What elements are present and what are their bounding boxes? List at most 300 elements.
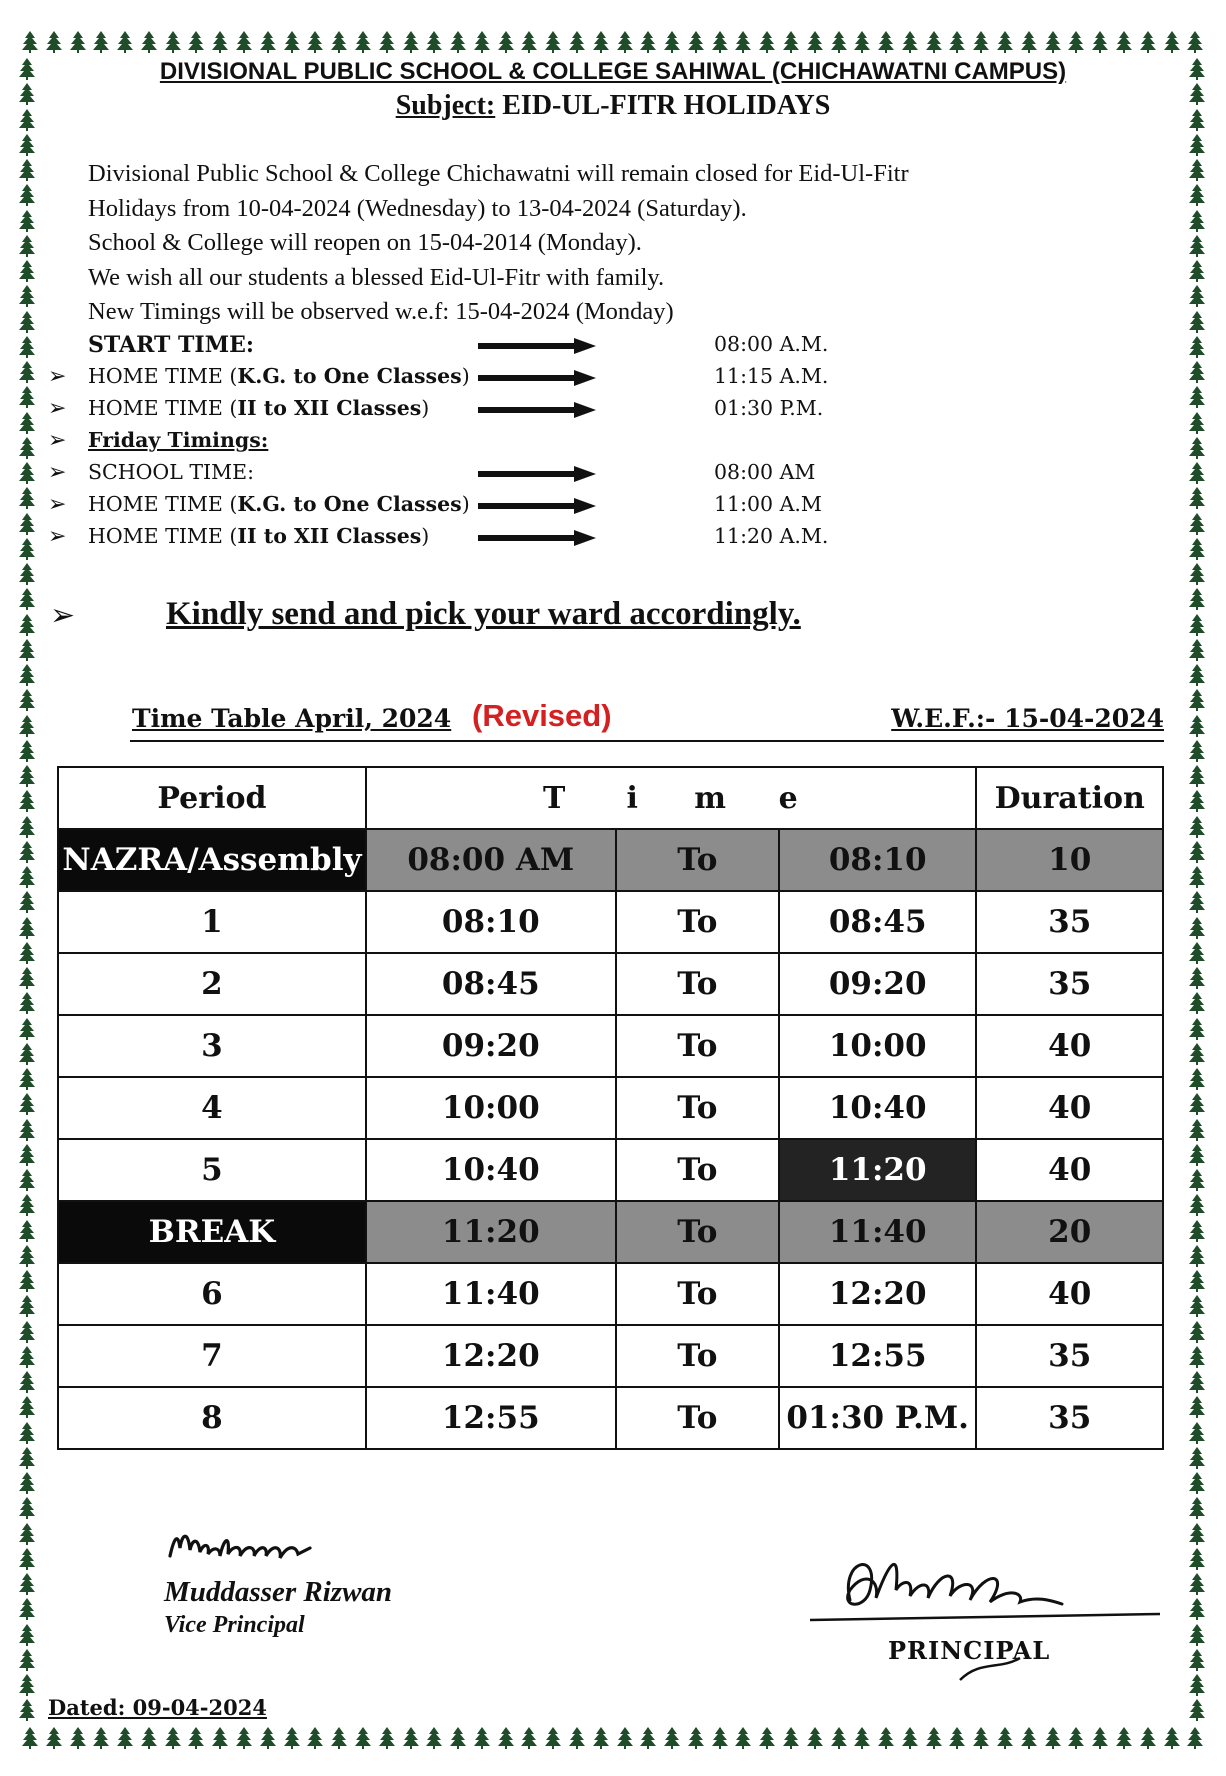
bullet-arrow-icon: ➢ — [48, 524, 67, 549]
tree-icon — [1068, 31, 1084, 53]
tree-icon — [759, 31, 775, 53]
cell-duration: 40 — [976, 1139, 1163, 1201]
tree-icon — [498, 1727, 514, 1749]
tree-icon — [593, 1727, 609, 1749]
cell-end: 09:20 — [779, 953, 977, 1015]
tree-icon — [19, 1194, 35, 1216]
cell-to: To — [616, 1077, 779, 1139]
tree-icon — [1189, 311, 1205, 333]
bullet-arrow-icon: ➢ — [48, 428, 67, 453]
tree-icon — [19, 1144, 35, 1166]
principal-label: PRINCIPAL — [888, 1636, 1051, 1665]
tree-icon — [1164, 1727, 1180, 1749]
tree-icon — [1189, 639, 1205, 661]
timetable-title: Time Table April, 2024 — [132, 704, 452, 733]
cell-start: 08:00 AM — [366, 829, 616, 891]
header-time-letter: i — [626, 780, 638, 816]
table-row — [58, 1015, 1163, 1077]
tree-icon — [1189, 1497, 1205, 1519]
tree-icon — [307, 1727, 323, 1749]
notice-line: School & College will reopen on 15-04-2014 (Monday). — [88, 229, 642, 256]
tree-icon — [19, 1043, 35, 1065]
tree-icon — [1189, 1068, 1205, 1090]
tree-icon — [1189, 1220, 1205, 1242]
arrow-right-icon — [478, 498, 596, 514]
tree-icon — [19, 740, 35, 762]
tree-icon — [1045, 1727, 1061, 1749]
header-time-letter: T — [543, 780, 566, 816]
tree-icon — [1189, 942, 1205, 964]
tree-icon — [1189, 1472, 1205, 1494]
cell-to: To — [616, 1263, 779, 1325]
tree-icon — [19, 1371, 35, 1393]
revised-label: (Revised) — [472, 698, 612, 733]
tree-icon — [19, 1321, 35, 1343]
kindly-note — [0, 596, 1226, 640]
cell-start: 08:10 — [366, 891, 616, 953]
tree-icon — [165, 31, 181, 53]
tree-icon — [19, 715, 35, 737]
tree-icon — [70, 1727, 86, 1749]
cell-period: 4 — [58, 1077, 366, 1139]
tree-icon — [19, 1119, 35, 1141]
tree-border-left — [14, 58, 40, 1722]
tree-border-top — [22, 28, 1204, 56]
timing-value: 11:00 A.M — [714, 492, 822, 516]
tree-icon — [19, 563, 35, 585]
tree-icon — [19, 790, 35, 812]
tree-icon — [1189, 1674, 1205, 1696]
tree-icon — [19, 1093, 35, 1115]
tree-icon — [1140, 1727, 1156, 1749]
tree-border-right — [1184, 58, 1210, 1722]
notice-line: New Timings will be observed w.e.f: 15-04-2024 (Monday) — [88, 298, 674, 325]
tree-icon — [688, 1727, 704, 1749]
tree-icon — [617, 1727, 633, 1749]
tree-icon — [735, 31, 751, 53]
timing-value: 08:00 AM — [714, 460, 816, 484]
tree-icon — [1189, 715, 1205, 737]
tree-icon — [1189, 1119, 1205, 1141]
cell-duration: 40 — [976, 1015, 1163, 1077]
tree-icon — [19, 1245, 35, 1267]
timing-label: SCHOOL TIME: — [88, 460, 254, 484]
tree-icon — [1116, 31, 1132, 53]
tree-icon — [1189, 917, 1205, 939]
cell-end: 10:00 — [779, 1015, 977, 1077]
tree-icon — [807, 31, 823, 53]
cell-period: 2 — [58, 953, 366, 1015]
timing-value: 11:15 A.M. — [714, 364, 829, 388]
friday-heading — [0, 428, 1226, 458]
tree-icon — [19, 1649, 35, 1671]
tree-icon — [19, 664, 35, 686]
tree-icon — [1116, 1727, 1132, 1749]
notice-line: We wish all our students a blessed Eid-Ul-Fitr with family. — [88, 263, 665, 291]
tree-icon — [735, 1727, 751, 1749]
tree-icon — [1189, 1649, 1205, 1671]
tree-icon — [19, 1472, 35, 1494]
tree-icon — [1189, 1699, 1205, 1721]
tree-icon — [19, 765, 35, 787]
subject-text: EID-UL-FITR HOLIDAYS — [495, 90, 831, 121]
cell-start: 11:20 — [366, 1201, 616, 1263]
tree-icon — [426, 1727, 442, 1749]
tree-icon — [854, 31, 870, 53]
tree-icon — [1189, 1624, 1205, 1646]
tree-icon — [19, 841, 35, 863]
tree-icon — [188, 1727, 204, 1749]
tree-icon — [1189, 1093, 1205, 1115]
tree-icon — [712, 1727, 728, 1749]
cell-to: To — [616, 953, 779, 1015]
tree-icon — [19, 210, 35, 232]
tree-icon — [949, 31, 965, 53]
arrow-right-icon — [478, 338, 596, 354]
tree-icon — [1189, 1245, 1205, 1267]
tree-icon — [521, 1727, 537, 1749]
arrow-right-icon — [478, 370, 596, 386]
cell-start: 08:45 — [366, 953, 616, 1015]
tree-icon — [1092, 1727, 1108, 1749]
tree-icon — [19, 184, 35, 206]
bullet-arrow-icon: ➢ — [48, 492, 67, 517]
tree-icon — [1189, 967, 1205, 989]
cell-duration: 20 — [976, 1201, 1163, 1263]
cell-end: 11:40 — [779, 1201, 977, 1263]
cell-end: 12:20 — [779, 1263, 977, 1325]
tree-icon — [1189, 134, 1205, 156]
tree-icon — [593, 31, 609, 53]
header-time-letter: m — [694, 780, 727, 816]
vice-principal-name: Muddasser Rizwan — [164, 1576, 393, 1608]
tree-icon — [640, 1727, 656, 1749]
tree-icon — [1189, 1270, 1205, 1292]
table-row — [58, 1263, 1163, 1325]
timing-label: HOME TIME (K.G. to One Classes) — [88, 364, 470, 388]
cell-period: 1 — [58, 891, 366, 953]
tree-icon — [117, 31, 133, 53]
timetable — [57, 766, 1164, 1450]
tree-icon — [688, 31, 704, 53]
subject-line — [0, 90, 1226, 122]
tree-border-bottom — [22, 1724, 1204, 1752]
bullet-arrow-icon: ➢ — [48, 364, 67, 389]
tree-icon — [1189, 765, 1205, 787]
cell-period: 5 — [58, 1139, 366, 1201]
tree-icon — [236, 1727, 252, 1749]
cell-to: To — [616, 1325, 779, 1387]
cell-end: 08:10 — [779, 829, 977, 891]
tree-icon — [19, 1422, 35, 1444]
timing-friday-school — [0, 460, 1226, 490]
cell-duration: 35 — [976, 953, 1163, 1015]
timing-value: 11:20 A.M. — [714, 524, 829, 548]
tree-icon — [831, 1727, 847, 1749]
table-row — [58, 1077, 1163, 1139]
tree-icon — [1189, 689, 1205, 711]
tree-icon — [19, 1624, 35, 1646]
tree-icon — [403, 1727, 419, 1749]
tree-icon — [19, 1497, 35, 1519]
tree-icon — [1189, 235, 1205, 257]
cell-duration: 35 — [976, 1325, 1163, 1387]
tree-icon — [474, 31, 490, 53]
principal-signature — [810, 1540, 1170, 1690]
tree-icon — [19, 917, 35, 939]
subject-label: Subject: — [395, 90, 496, 121]
cell-duration: 40 — [976, 1077, 1163, 1139]
cell-period: NAZRA/Assembly — [58, 829, 366, 891]
tree-icon — [331, 1727, 347, 1749]
tree-icon — [1045, 31, 1061, 53]
tree-icon — [19, 1548, 35, 1570]
tree-icon — [117, 1727, 133, 1749]
header-duration: Duration — [976, 767, 1163, 829]
table-row — [58, 1201, 1163, 1263]
tree-icon — [973, 1727, 989, 1749]
tree-icon — [1189, 1295, 1205, 1317]
tree-icon — [1189, 1447, 1205, 1469]
tree-icon — [19, 1598, 35, 1620]
tree-icon — [1189, 260, 1205, 282]
tree-icon — [19, 285, 35, 307]
tree-icon — [1189, 1321, 1205, 1343]
tree-icon — [46, 1727, 62, 1749]
cell-to: To — [616, 829, 779, 891]
timing-label: HOME TIME (K.G. to One Classes) — [88, 492, 470, 516]
cell-period: BREAK — [58, 1201, 366, 1263]
tree-icon — [19, 1346, 35, 1368]
cell-period: 3 — [58, 1015, 366, 1077]
tree-icon — [450, 31, 466, 53]
timing-value: 01:30 P.M. — [714, 396, 824, 420]
timing-label: HOME TIME (II to XII Classes) — [88, 396, 430, 420]
tree-icon — [19, 1068, 35, 1090]
tree-icon — [19, 311, 35, 333]
tree-icon — [474, 1727, 490, 1749]
tree-icon — [664, 1727, 680, 1749]
tree-icon — [19, 1699, 35, 1721]
table-row — [58, 829, 1163, 891]
tree-icon — [284, 1727, 300, 1749]
tree-icon — [878, 1727, 894, 1749]
tree-icon — [1189, 1043, 1205, 1065]
tree-icon — [1189, 664, 1205, 686]
cell-to: To — [616, 1387, 779, 1449]
tree-icon — [569, 1727, 585, 1749]
cell-to: To — [616, 1201, 779, 1263]
tree-icon — [331, 31, 347, 53]
timing-friday-ii — [0, 524, 1226, 554]
tree-icon — [759, 1727, 775, 1749]
tree-icon — [19, 942, 35, 964]
tree-icon — [1189, 563, 1205, 585]
tree-icon — [1189, 992, 1205, 1014]
tree-icon — [1189, 1371, 1205, 1393]
tree-icon — [1189, 210, 1205, 232]
cell-to: To — [616, 1015, 779, 1077]
cell-period: 7 — [58, 1325, 366, 1387]
tree-icon — [19, 866, 35, 888]
tree-icon — [379, 1727, 395, 1749]
timing-start — [0, 332, 1226, 362]
tree-icon — [19, 639, 35, 661]
cell-start: 12:55 — [366, 1387, 616, 1449]
tree-icon — [521, 31, 537, 53]
tree-icon — [19, 891, 35, 913]
cell-end: 10:40 — [779, 1077, 977, 1139]
tree-icon — [19, 1169, 35, 1191]
cell-start: 11:40 — [366, 1263, 616, 1325]
tree-icon — [19, 1396, 35, 1418]
tree-icon — [1189, 891, 1205, 913]
tree-icon — [260, 1727, 276, 1749]
dated-line: Dated: 09-04-2024 — [48, 1695, 267, 1720]
tree-icon — [355, 31, 371, 53]
tree-icon — [19, 1270, 35, 1292]
timetable-title-line — [130, 700, 1164, 742]
tree-icon — [1189, 184, 1205, 206]
timing-friday-kg — [0, 492, 1226, 522]
tree-icon — [1189, 1018, 1205, 1040]
tree-icon — [141, 1727, 157, 1749]
tree-icon — [19, 1447, 35, 1469]
tree-icon — [949, 1727, 965, 1749]
tree-icon — [1092, 31, 1108, 53]
tree-icon — [926, 1727, 942, 1749]
cell-start: 12:20 — [366, 1325, 616, 1387]
tree-icon — [19, 1018, 35, 1040]
tree-icon — [236, 31, 252, 53]
cell-to: To — [616, 891, 779, 953]
tree-icon — [22, 1727, 38, 1749]
tree-icon — [1187, 31, 1203, 53]
tree-icon — [355, 1727, 371, 1749]
tree-icon — [1189, 790, 1205, 812]
cell-start: 10:40 — [366, 1139, 616, 1201]
tree-icon — [1189, 866, 1205, 888]
tree-icon — [1140, 31, 1156, 53]
tree-icon — [1189, 1396, 1205, 1418]
tree-icon — [450, 1727, 466, 1749]
cell-start: 09:20 — [366, 1015, 616, 1077]
tree-icon — [93, 1727, 109, 1749]
tree-icon — [22, 31, 38, 53]
bullet-arrow-icon: ➢ — [48, 460, 67, 485]
tree-icon — [19, 260, 35, 282]
tree-icon — [831, 31, 847, 53]
tree-icon — [188, 31, 204, 53]
table-row — [58, 891, 1163, 953]
tree-icon — [1021, 1727, 1037, 1749]
timing-home-kg — [0, 364, 1226, 394]
tree-icon — [1068, 1727, 1084, 1749]
timetable-header-row — [58, 767, 1163, 829]
tree-icon — [1189, 816, 1205, 838]
cell-duration: 40 — [976, 1263, 1163, 1325]
tree-icon — [1189, 1169, 1205, 1191]
notice-line: Divisional Public School & College Chichawatni will remain closed for Eid-Ul-Fitr — [88, 160, 909, 187]
tree-icon — [664, 31, 680, 53]
cell-period: 8 — [58, 1387, 366, 1449]
cell-to: To — [616, 1139, 779, 1201]
cell-end: 01:30 P.M. — [779, 1387, 977, 1449]
tree-icon — [640, 31, 656, 53]
cell-end: 08:45 — [779, 891, 977, 953]
tree-icon — [1189, 1573, 1205, 1595]
tree-icon — [902, 31, 918, 53]
tree-icon — [1189, 1422, 1205, 1444]
timing-home-ii — [0, 396, 1226, 426]
tree-icon — [1164, 31, 1180, 53]
vice-principal-title: Vice Principal — [164, 1612, 305, 1638]
tree-icon — [19, 1674, 35, 1696]
arrow-right-icon — [478, 530, 596, 546]
tree-icon — [19, 1220, 35, 1242]
tree-icon — [878, 31, 894, 53]
tree-icon — [141, 31, 157, 53]
tree-icon — [1189, 1598, 1205, 1620]
tree-icon — [783, 31, 799, 53]
tree-icon — [545, 31, 561, 53]
tree-icon — [19, 992, 35, 1014]
cell-duration: 35 — [976, 891, 1163, 953]
table-row — [58, 953, 1163, 1015]
tree-icon — [19, 1295, 35, 1317]
timing-label: HOME TIME (II to XII Classes) — [88, 524, 430, 548]
tree-icon — [1189, 285, 1205, 307]
tree-icon — [19, 1573, 35, 1595]
tree-icon — [712, 31, 728, 53]
tree-icon — [926, 31, 942, 53]
tree-icon — [93, 31, 109, 53]
timing-label: START TIME: — [88, 332, 254, 358]
tree-icon — [1189, 1346, 1205, 1368]
cell-end: 11:20 — [779, 1139, 977, 1201]
tree-icon — [807, 1727, 823, 1749]
table-row — [58, 1325, 1163, 1387]
tree-icon — [1189, 1523, 1205, 1545]
cell-end: 12:55 — [779, 1325, 977, 1387]
tree-icon — [498, 31, 514, 53]
kindly-text: Kindly send and pick your ward accordingly. — [166, 596, 801, 632]
bullet-arrow-icon: ➢ — [48, 396, 67, 421]
tree-icon — [1189, 740, 1205, 762]
tree-icon — [19, 134, 35, 156]
bullet-arrow-icon: ➢ — [50, 599, 76, 632]
tree-icon — [212, 1727, 228, 1749]
cell-duration: 10 — [976, 829, 1163, 891]
tree-icon — [19, 235, 35, 257]
tree-icon — [212, 31, 228, 53]
tree-icon — [973, 31, 989, 53]
tree-icon — [617, 31, 633, 53]
tree-icon — [165, 1727, 181, 1749]
header-time — [366, 767, 977, 829]
arrow-right-icon — [478, 402, 596, 418]
tree-icon — [284, 31, 300, 53]
table-row — [58, 1139, 1163, 1201]
tree-icon — [783, 1727, 799, 1749]
tree-icon — [19, 967, 35, 989]
tree-icon — [260, 31, 276, 53]
arrow-right-icon — [478, 466, 596, 482]
cell-duration: 35 — [976, 1387, 1163, 1449]
tree-icon — [307, 31, 323, 53]
wef-date: W.E.F.:- 15-04-2024 — [891, 704, 1164, 733]
cell-period: 6 — [58, 1263, 366, 1325]
